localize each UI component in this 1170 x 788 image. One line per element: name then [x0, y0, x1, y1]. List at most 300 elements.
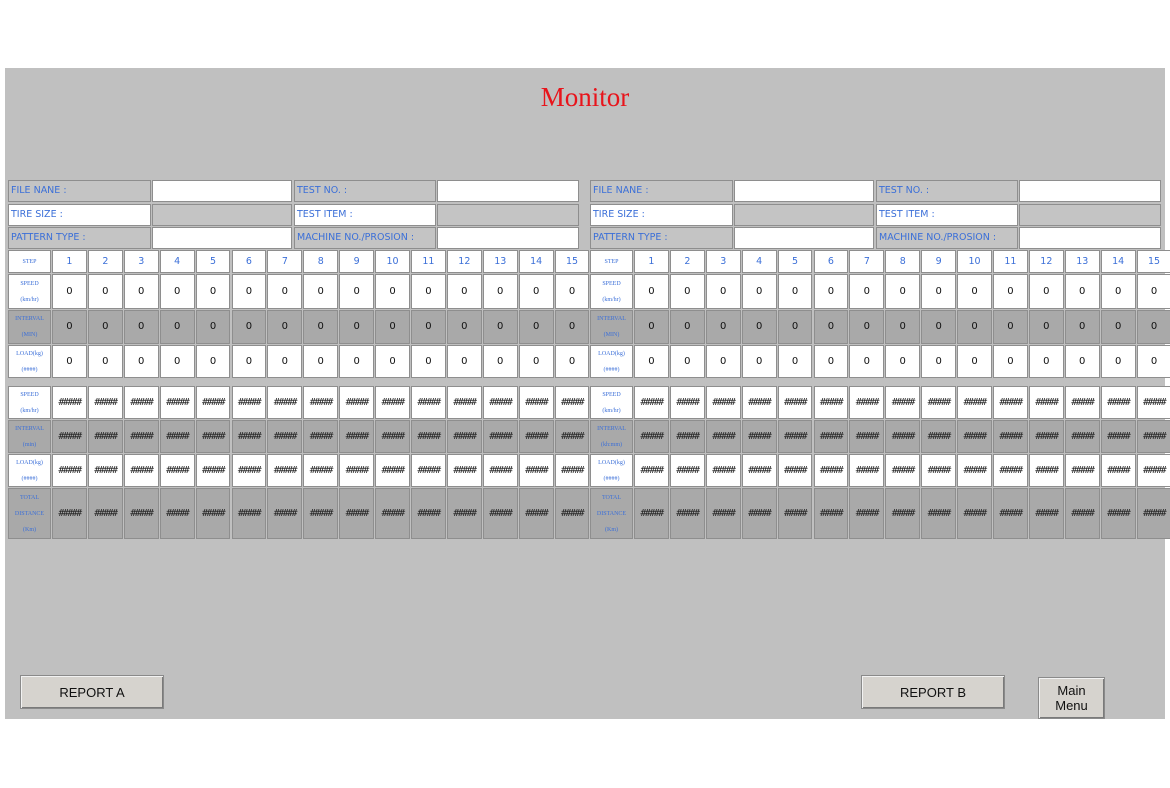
page-title: Monitor: [540, 82, 630, 112]
test-info-label: FILE NANE :: [590, 180, 733, 202]
setpoint-value: 0: [670, 274, 705, 309]
step-number: 5: [778, 250, 813, 273]
setpoint-value: 0: [88, 274, 123, 309]
actual-value: #####: [411, 420, 446, 453]
setpoint-value: 0: [1137, 274, 1170, 309]
actual-value: #####: [267, 488, 302, 539]
actual-value: #####: [447, 454, 482, 487]
row-label-line: (####): [603, 366, 620, 373]
actual-value: #####: [634, 420, 669, 453]
row-label-line: LOAD(kg): [598, 350, 625, 357]
actual-row: [8, 454, 584, 487]
setpoint-value: 0: [1137, 345, 1170, 378]
step-number: 12: [1029, 250, 1064, 273]
actual-value: #####: [742, 386, 777, 419]
actual-value: #####: [706, 386, 741, 419]
actual-value: #####: [375, 386, 410, 419]
test-info-label: PATTERN TYPE :: [8, 227, 151, 249]
actual-value: #####: [519, 420, 554, 453]
setpoint-value: 0: [375, 310, 410, 344]
actual-row: [8, 420, 584, 453]
actual-value: #####: [921, 488, 956, 539]
setpoint-value: 0: [885, 274, 920, 309]
setpoint-value: 0: [196, 310, 231, 344]
row-label-line: INTERVAL: [15, 425, 44, 432]
setpoint-row: [8, 310, 580, 344]
actual-value: #####: [778, 454, 813, 487]
actual-value: #####: [232, 420, 267, 453]
actual-value: #####: [1029, 454, 1064, 487]
actual-value: #####: [232, 386, 267, 419]
test-info-label: TIRE SIZE :: [8, 204, 151, 226]
actual-value: #####: [52, 420, 87, 453]
test-info-field[interactable]: [437, 204, 579, 226]
setpoint-value: 0: [160, 274, 195, 309]
setpoint-value: 0: [1065, 274, 1100, 309]
row-label-line: (####): [21, 475, 38, 482]
setpoint-value: 0: [778, 310, 813, 344]
actual-value: #####: [519, 488, 554, 539]
test-info-field[interactable]: [152, 227, 292, 249]
actual-value: #####: [519, 454, 554, 487]
actual-value: #####: [957, 386, 992, 419]
actual-value: #####: [849, 488, 884, 539]
setpoint-value: 0: [885, 310, 920, 344]
setpoint-value: 0: [742, 310, 777, 344]
actual-value: #####: [519, 386, 554, 419]
setpoint-value: 0: [483, 310, 518, 344]
setpoint-value: 0: [519, 310, 554, 344]
actual-value: #####: [303, 386, 338, 419]
setpoint-value: 0: [1101, 345, 1136, 378]
actual-value: #####: [160, 420, 195, 453]
setpoint-value: 0: [814, 274, 849, 309]
actual-value: #####: [1101, 420, 1136, 453]
actual-value: #####: [814, 420, 849, 453]
setpoint-value: 0: [411, 274, 446, 309]
setpoint-value: 0: [742, 345, 777, 378]
actual-value: #####: [1065, 386, 1100, 419]
actual-value: #####: [993, 386, 1028, 419]
setpoint-value: 0: [411, 310, 446, 344]
setpoint-value: 0: [1101, 310, 1136, 344]
step-number: 11: [411, 250, 446, 273]
setpoint-value: 0: [849, 310, 884, 344]
step-number: 13: [1065, 250, 1100, 273]
step-number: 10: [957, 250, 992, 273]
actual-value: #####: [885, 386, 920, 419]
row-label-line: SPEED: [20, 391, 39, 398]
setpoint-value: 0: [52, 345, 87, 378]
test-info-label: MACHINE NO./PROSION :: [876, 227, 1018, 249]
actual-value: #####: [706, 454, 741, 487]
test-info-label: TIRE SIZE :: [590, 204, 733, 226]
row-label: [8, 310, 51, 344]
setpoint-value: 0: [814, 310, 849, 344]
test-info-row: [8, 227, 580, 249]
actual-value: #####: [124, 454, 159, 487]
actual-value: #####: [232, 454, 267, 487]
setpoint-value: 0: [88, 345, 123, 378]
row-label-line: (km/hr): [20, 296, 39, 303]
actual-value: #####: [921, 454, 956, 487]
actual-value: #####: [267, 420, 302, 453]
actual-row: [590, 454, 1166, 487]
actual-value: #####: [1065, 488, 1100, 539]
setpoint-value: 0: [957, 345, 992, 378]
test-info-field[interactable]: [152, 180, 292, 202]
step-number: 14: [1101, 250, 1136, 273]
test-info-field[interactable]: [734, 180, 874, 202]
setpoint-value: 0: [993, 310, 1028, 344]
setpoint-value: 0: [52, 310, 87, 344]
step-number: 7: [849, 250, 884, 273]
test-info-row: [590, 227, 1162, 249]
setpoint-value: 0: [232, 274, 267, 309]
setpoint-value: 0: [160, 310, 195, 344]
step-number: 15: [1137, 250, 1170, 273]
actual-value: #####: [814, 454, 849, 487]
step-number: 3: [124, 250, 159, 273]
actual-value: #####: [814, 386, 849, 419]
row-label-line: SPEED: [602, 280, 621, 287]
actual-value: #####: [670, 454, 705, 487]
test-info-grid: [590, 180, 1162, 249]
setpoint-value: 0: [555, 310, 590, 344]
setpoint-value: 0: [232, 310, 267, 344]
row-label-line: (min): [22, 441, 37, 448]
row-label-line: (km/hr): [602, 296, 621, 303]
setpoint-value: 0: [267, 310, 302, 344]
actual-value: #####: [814, 488, 849, 539]
row-label-line: TOTAL: [19, 494, 40, 501]
report-b-button[interactable]: REPORT B: [861, 675, 1005, 709]
setpoint-value: 0: [411, 345, 446, 378]
test-info-field[interactable]: [1019, 227, 1161, 249]
row-label: [8, 386, 51, 419]
row-label: [8, 488, 51, 539]
actual-value: #####: [634, 488, 669, 539]
row-label-line: SPEED: [602, 391, 621, 398]
step-number: 9: [339, 250, 374, 273]
actual-value: #####: [88, 454, 123, 487]
actual-value: #####: [411, 454, 446, 487]
actual-value: #####: [885, 488, 920, 539]
actual-row: [8, 488, 584, 539]
test-info-row: [8, 204, 580, 226]
actual-value: #####: [957, 420, 992, 453]
test-info-field[interactable]: [1019, 180, 1161, 202]
row-label-line: (Km): [605, 526, 618, 533]
setpoint-value: 0: [483, 274, 518, 309]
setpoint-value: 0: [124, 274, 159, 309]
row-label-line: (MIN): [21, 332, 38, 338]
actual-value: #####: [1029, 420, 1064, 453]
row-label-line: DISTANCE: [14, 510, 45, 517]
test-info-label: TEST NO. :: [876, 180, 1018, 202]
setpoint-value: 0: [447, 345, 482, 378]
setpoint-value: 0: [124, 310, 159, 344]
row-label-line: (MIN): [603, 332, 620, 338]
setpoint-value: 0: [849, 274, 884, 309]
actual-value: #####: [303, 488, 338, 539]
actual-value: #####: [411, 488, 446, 539]
actual-value: #####: [483, 454, 518, 487]
actual-value: #####: [483, 420, 518, 453]
step-number: 4: [160, 250, 195, 273]
setpoint-value: 0: [232, 345, 267, 378]
test-info-field[interactable]: [437, 227, 579, 249]
row-label: [590, 274, 633, 309]
row-label: [590, 310, 633, 344]
row-label-line: LOAD(kg): [598, 459, 625, 466]
setpoint-value: 0: [1029, 345, 1064, 378]
row-label-line: (km/hr): [602, 407, 621, 414]
actual-value: #####: [375, 420, 410, 453]
actual-value: #####: [670, 488, 705, 539]
setpoint-value: 0: [993, 274, 1028, 309]
actual-value: #####: [411, 386, 446, 419]
setpoint-value: 0: [993, 345, 1028, 378]
test-info-label: TEST NO. :: [294, 180, 436, 202]
setpoint-value: 0: [634, 310, 669, 344]
actual-value: #####: [634, 386, 669, 419]
setpoint-value: 0: [339, 345, 374, 378]
setpoint-value: 0: [634, 274, 669, 309]
actual-value: #####: [742, 454, 777, 487]
setpoint-value: 0: [957, 274, 992, 309]
actual-value: #####: [124, 386, 159, 419]
setpoint-value: 0: [957, 310, 992, 344]
main-menu-label-line1: Main: [1057, 683, 1086, 698]
setpoint-value: 0: [778, 274, 813, 309]
actual-value: #####: [52, 454, 87, 487]
actual-value: #####: [447, 420, 482, 453]
setpoint-value: 0: [303, 310, 338, 344]
step-number: 13: [483, 250, 518, 273]
actual-value: #####: [957, 454, 992, 487]
actual-value: #####: [447, 386, 482, 419]
test-info-field[interactable]: [437, 180, 579, 202]
step-number: 5: [196, 250, 231, 273]
actual-value: #####: [1137, 488, 1170, 539]
step-number: 8: [885, 250, 920, 273]
actual-value: #####: [555, 488, 590, 539]
actual-row: [590, 386, 1166, 419]
test-info-row: [590, 204, 1162, 226]
actual-value: #####: [634, 454, 669, 487]
step-number: 11: [993, 250, 1028, 273]
actual-value: #####: [921, 420, 956, 453]
main-menu-button[interactable]: [1038, 677, 1105, 719]
actual-row: [8, 386, 584, 419]
actual-value: #####: [1101, 454, 1136, 487]
setpoint-value: 0: [267, 274, 302, 309]
test-info-label: MACHINE NO./PROSION :: [294, 227, 436, 249]
actual-value: #####: [1029, 386, 1064, 419]
actual-value: #####: [993, 420, 1028, 453]
step-label: STEP: [8, 250, 51, 273]
actual-value: #####: [957, 488, 992, 539]
setpoint-value: 0: [519, 345, 554, 378]
actual-value: #####: [993, 488, 1028, 539]
step-header-row: [590, 250, 1162, 273]
actual-value: #####: [339, 454, 374, 487]
row-label: [590, 454, 633, 487]
actual-value: #####: [160, 454, 195, 487]
setpoint-value: 0: [339, 274, 374, 309]
test-info-field[interactable]: [734, 227, 874, 249]
setpoint-value: 0: [670, 345, 705, 378]
setpoint-value: 0: [339, 310, 374, 344]
setpoint-value: 0: [196, 345, 231, 378]
actual-value: #####: [483, 386, 518, 419]
test-info-grid: [8, 180, 580, 249]
step-number: 1: [52, 250, 87, 273]
row-label-line: INTERVAL: [15, 316, 44, 322]
row-label: [8, 454, 51, 487]
actual-value: #####: [1137, 420, 1170, 453]
row-label: [590, 345, 633, 378]
row-label: [590, 488, 633, 539]
setpoint-value: 0: [706, 310, 741, 344]
test-info-field[interactable]: [1019, 204, 1161, 226]
setpoint-value: 0: [1065, 310, 1100, 344]
setpoint-row: [590, 310, 1162, 344]
actual-value: #####: [88, 488, 123, 539]
actual-value: #####: [921, 386, 956, 419]
actual-value: #####: [670, 420, 705, 453]
setpoint-value: 0: [921, 310, 956, 344]
setpoint-value: 0: [519, 274, 554, 309]
setpoint-value: 0: [88, 310, 123, 344]
step-number: 8: [303, 250, 338, 273]
setpoint-value: 0: [778, 345, 813, 378]
test-info-row: [8, 180, 580, 202]
actual-value: #####: [267, 386, 302, 419]
actual-value: #####: [375, 454, 410, 487]
actual-value: #####: [849, 420, 884, 453]
actual-value: #####: [670, 386, 705, 419]
row-label-line: (kh:mm): [601, 441, 622, 448]
setpoint-value: 0: [670, 310, 705, 344]
actual-value: #####: [160, 488, 195, 539]
setpoint-value: 0: [375, 274, 410, 309]
actual-value: #####: [742, 488, 777, 539]
actual-value: #####: [742, 420, 777, 453]
setpoint-value: 0: [447, 310, 482, 344]
setpoint-row: [8, 345, 580, 378]
monitor-screen: [5, 68, 1165, 719]
setpoint-value: 0: [814, 345, 849, 378]
actual-value: #####: [52, 386, 87, 419]
actual-value: #####: [778, 420, 813, 453]
actual-value: #####: [160, 386, 195, 419]
report-a-button[interactable]: REPORT A: [20, 675, 164, 709]
setpoint-value: 0: [1137, 310, 1170, 344]
step-number: 4: [742, 250, 777, 273]
test-info-label: PATTERN TYPE :: [590, 227, 733, 249]
actual-value: #####: [124, 488, 159, 539]
step-number: 6: [814, 250, 849, 273]
actual-value: #####: [1137, 454, 1170, 487]
setpoint-value: 0: [742, 274, 777, 309]
setpoint-value: 0: [885, 345, 920, 378]
step-number: 9: [921, 250, 956, 273]
row-label-line: LOAD(kg): [16, 459, 43, 466]
setpoint-row: [590, 345, 1162, 378]
actual-value: #####: [88, 386, 123, 419]
actual-value: #####: [483, 488, 518, 539]
row-label: [8, 274, 51, 309]
row-label: [590, 420, 633, 453]
setpoint-value: 0: [849, 345, 884, 378]
setpoint-value: 0: [706, 345, 741, 378]
actual-value: #####: [706, 488, 741, 539]
step-number: 15: [555, 250, 590, 273]
step-header-row: [8, 250, 580, 273]
actual-value: #####: [124, 420, 159, 453]
actual-value: #####: [555, 420, 590, 453]
actual-row: [590, 488, 1166, 539]
step-number: 2: [88, 250, 123, 273]
actual-value: #####: [993, 454, 1028, 487]
actual-value: #####: [885, 420, 920, 453]
setpoint-value: 0: [634, 345, 669, 378]
row-label-line: (####): [21, 366, 38, 373]
setpoint-row: [8, 274, 580, 309]
actual-value: #####: [196, 386, 231, 419]
actual-value: #####: [232, 488, 267, 539]
actual-value: #####: [1137, 386, 1170, 419]
test-info-field[interactable]: [152, 204, 292, 226]
setpoint-value: 0: [447, 274, 482, 309]
step-number: 3: [706, 250, 741, 273]
setpoint-value: 0: [1029, 274, 1064, 309]
actual-value: #####: [52, 488, 87, 539]
step-number: 1: [634, 250, 669, 273]
setpoint-value: 0: [555, 345, 590, 378]
main-menu-label: [1055, 683, 1088, 713]
row-label: [590, 386, 633, 419]
actual-value: #####: [447, 488, 482, 539]
actual-value: #####: [1101, 488, 1136, 539]
actual-value: #####: [849, 454, 884, 487]
step-number: 12: [447, 250, 482, 273]
actual-value: #####: [778, 488, 813, 539]
setpoint-value: 0: [921, 345, 956, 378]
actual-value: #####: [267, 454, 302, 487]
actual-value: #####: [778, 386, 813, 419]
step-number: 10: [375, 250, 410, 273]
main-menu-label-line2: Menu: [1055, 698, 1088, 713]
actual-value: #####: [1101, 386, 1136, 419]
actual-value: #####: [196, 420, 231, 453]
setpoint-value: 0: [1101, 274, 1136, 309]
actual-value: #####: [849, 386, 884, 419]
setpoint-value: 0: [196, 274, 231, 309]
actual-value: #####: [339, 386, 374, 419]
setpoint-value: 0: [555, 274, 590, 309]
actual-value: #####: [196, 488, 231, 539]
test-info-field[interactable]: [734, 204, 874, 226]
row-label: [8, 345, 51, 378]
actual-value: #####: [88, 420, 123, 453]
setpoint-value: 0: [483, 345, 518, 378]
actual-value: #####: [196, 454, 231, 487]
setpoint-row: [590, 274, 1162, 309]
setpoint-value: 0: [124, 345, 159, 378]
